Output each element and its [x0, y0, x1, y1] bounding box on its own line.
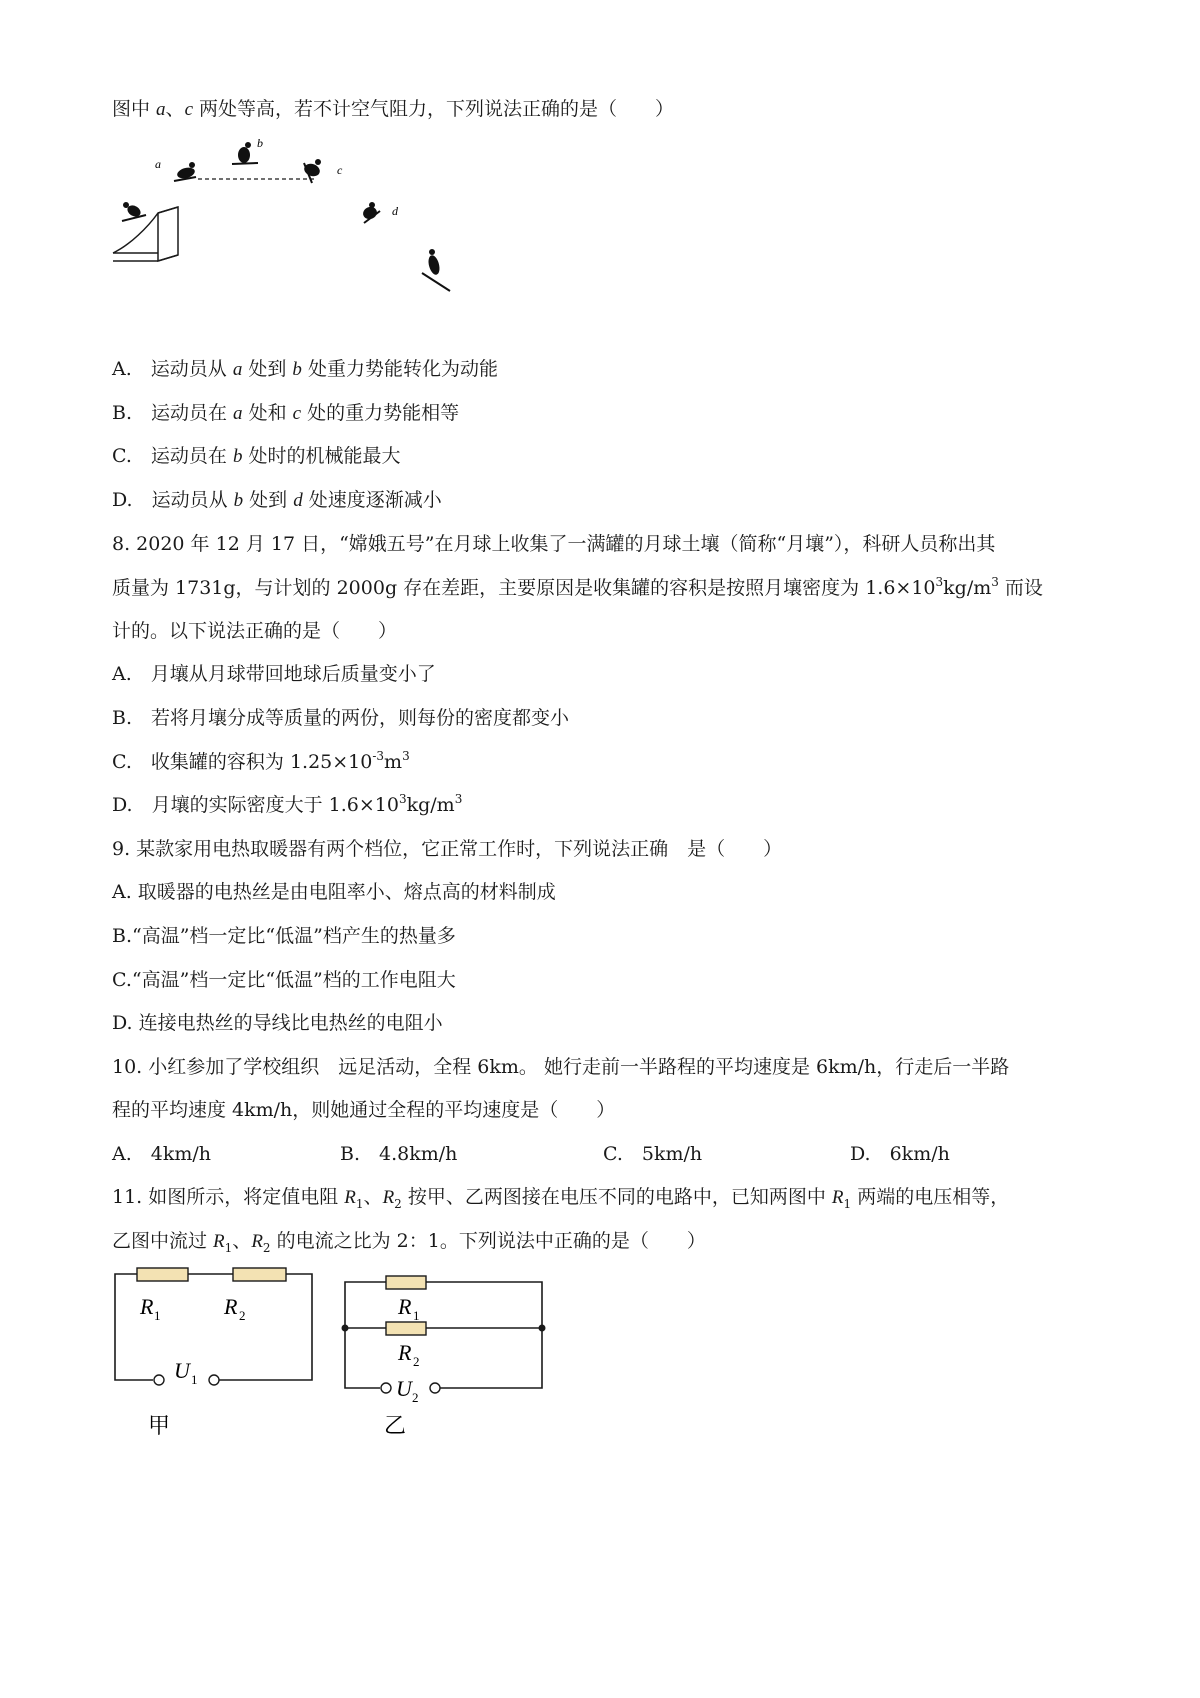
label-u1-sub: 1: [191, 1372, 198, 1387]
q11-text: 、: [232, 1230, 252, 1252]
superscript: 3: [402, 749, 410, 763]
q8-option-c: [112, 749, 410, 775]
q7-var-c: c: [184, 99, 193, 120]
q8-text: 质量为 1731g，与计划的 2000g 存在差距，主要原因是收集罐的容积是按照月壤密度为 1.6×10: [112, 577, 936, 599]
label-r1-sub: 1: [413, 1308, 420, 1323]
q11-text: 、: [363, 1186, 383, 1208]
circuit-series-figure: [100, 1262, 330, 1452]
figure-label-c: c: [337, 163, 343, 177]
resistor-symbol: R: [831, 1187, 844, 1208]
superscript: -3: [372, 749, 385, 763]
option-text: 处到: [243, 489, 294, 511]
superscript: 3: [935, 575, 944, 589]
q8-text: 而设: [998, 577, 1043, 599]
option-text: 处到: [242, 358, 293, 380]
q7-option-b: [112, 400, 459, 427]
q7-option-a: [112, 356, 498, 383]
q10-stem-line1: 10. 小红参加了学校组织 远足活动，全程 6km。 她行走前一半路程的平均速度是 6km/h，行走后一半路: [112, 1056, 1010, 1078]
option-text: C. 收集罐的容积为 1.25×10: [112, 751, 373, 773]
superscript: 3: [398, 792, 407, 806]
junction-right: [539, 1325, 546, 1332]
resistor-symbol: R: [251, 1231, 263, 1252]
option-var: a: [233, 403, 243, 424]
q9-option-a: A. 取暖器的电热丝是由电阻率小、熔点高的材料制成: [112, 881, 556, 903]
option-text: 处时的机械能最大: [242, 445, 401, 467]
option-text: 处和: [242, 402, 293, 424]
q7-stem-text: 图中: [112, 98, 157, 120]
subscript: 1: [843, 1197, 852, 1211]
q11-text: 两端的电压相等，: [851, 1186, 1010, 1208]
figure-label-a: a: [155, 157, 161, 171]
circuit-series-wires: [115, 1274, 312, 1380]
resistor-symbol: R: [382, 1187, 395, 1208]
resistor-r2-parallel: [386, 1322, 426, 1335]
option-text: 处的重力势能相等: [301, 402, 460, 424]
circuit-parallel-figure: [340, 1262, 570, 1452]
resistor-symbol: R: [213, 1231, 225, 1252]
q7-stem: [112, 96, 674, 123]
option-var: c: [292, 403, 302, 424]
subscript: 2: [262, 1241, 271, 1255]
caption-yi: 乙: [384, 1413, 407, 1438]
q9-option-d: D. 连接电热丝的导线比电热丝的电阻小: [112, 1012, 443, 1034]
skier-a-icon: [174, 162, 196, 181]
label-u2: U: [396, 1376, 412, 1401]
q8-option-d: [112, 792, 462, 818]
label-r2-sub: 2: [413, 1354, 420, 1369]
label-r2: R: [224, 1294, 238, 1319]
resistor-symbol: R: [344, 1187, 356, 1208]
option-var: b: [233, 490, 244, 511]
terminal-left: [154, 1375, 164, 1385]
resistor-r1: [137, 1268, 188, 1281]
terminal-right: [209, 1375, 219, 1385]
q11-text: 乙图中流过: [112, 1230, 214, 1252]
option-text: D. 月壤的实际密度大于 1.6×10: [112, 794, 399, 816]
option-text: 处速度逐渐减小: [302, 489, 442, 511]
q8-stem-line1: 8. 2020 年 12 月 17 日，“嫦娥五号”在月球上收集了一满罐的月球土壤（简称“月壤”），科研人员称出其: [112, 533, 996, 555]
option-text: 处重力势能转化为动能: [301, 358, 498, 380]
q11-text: 按甲、乙两图接在电压不同的电路中，已知两图中: [401, 1186, 832, 1208]
label-r2-sub: 2: [239, 1308, 246, 1323]
q8-option-a: A. 月壤从月球带回地球后质量变小了: [112, 663, 436, 685]
q8-stem-line2: [112, 575, 1043, 601]
q9-option-c: C.“高温”档一定比“低温”档的工作电阻大: [112, 969, 456, 991]
figure-label-d: d: [392, 204, 398, 218]
q8-text: kg/m: [943, 577, 992, 599]
q8-stem-line3: 计的。以下说法正确的是（ ）: [112, 620, 398, 642]
label-r1: R: [398, 1294, 412, 1319]
q10-option-c: C. 5km/h: [603, 1143, 703, 1165]
option-var: d: [293, 490, 303, 511]
label-r1-sub: 1: [154, 1308, 161, 1323]
label-u1: U: [174, 1358, 190, 1383]
terminal-right: [430, 1383, 440, 1393]
junction-left: [342, 1325, 349, 1332]
option-var: b: [232, 446, 243, 467]
circuit-parallel-wires: [345, 1282, 542, 1388]
option-text: A. 运动员从: [112, 358, 233, 380]
q7-var-a: a: [156, 99, 166, 120]
option-text: C. 运动员在: [112, 445, 233, 467]
q10-option-b: B. 4.8km/h: [340, 1143, 458, 1165]
q7-option-c: [112, 443, 401, 470]
resistor-r1-parallel: [386, 1276, 426, 1289]
option-text: B. 运动员在: [112, 402, 234, 424]
q9-stem: 9. 某款家用电热取暖器有两个档位，它正常工作时，下列说法正确 是（ ）: [112, 838, 783, 860]
label-r1: R: [140, 1294, 154, 1319]
option-text: D. 运动员从: [112, 489, 234, 511]
caption-jia: 甲: [148, 1413, 171, 1438]
option-var: b: [292, 359, 302, 380]
superscript: 3: [454, 792, 463, 806]
q7-stem-text: 、: [165, 98, 185, 120]
skier-ramp-icon: [122, 202, 146, 221]
ski-jump-figure: [100, 135, 520, 330]
q10-option-d: D. 6km/h: [850, 1143, 950, 1165]
skier-d-icon: [361, 202, 380, 223]
label-r2: R: [398, 1340, 412, 1365]
label-u2-sub: 2: [412, 1390, 419, 1405]
q9-option-b: B.“高温”档一定比“低温”档产生的热量多: [112, 925, 456, 947]
resistor-r2: [233, 1268, 286, 1281]
q10-stem-line2: 程的平均速度 4km/h，则她通过全程的平均速度是（ ）: [112, 1099, 616, 1121]
subscript: 2: [394, 1197, 402, 1211]
q11-text: 的电流之比为 2：1。下列说法中正确的是（ ）: [270, 1230, 706, 1252]
q11-stem-line2: [112, 1228, 706, 1255]
option-text: m: [384, 751, 403, 773]
q10-option-a: A. 4km/h: [112, 1143, 212, 1165]
option-var: a: [232, 359, 243, 380]
q11-stem-line1: [112, 1184, 1009, 1211]
skier-b-icon: [232, 142, 258, 164]
subscript: 1: [224, 1241, 233, 1255]
q11-text: 11. 如图所示，将定值电阻: [112, 1186, 345, 1208]
figure-label-b: b: [257, 136, 263, 150]
superscript: 3: [991, 575, 999, 589]
option-text: kg/m: [406, 794, 455, 816]
terminal-left: [381, 1383, 391, 1393]
q7-stem-text: 两处等高，若不计空气阻力，下列说法正确的是（ ）: [193, 98, 675, 120]
q7-option-d: [112, 487, 442, 514]
skier-landing-icon: [422, 249, 450, 291]
q8-option-b: B. 若将月壤分成等质量的两份，则每份的密度都变小: [112, 707, 570, 729]
subscript: 1: [355, 1197, 364, 1211]
